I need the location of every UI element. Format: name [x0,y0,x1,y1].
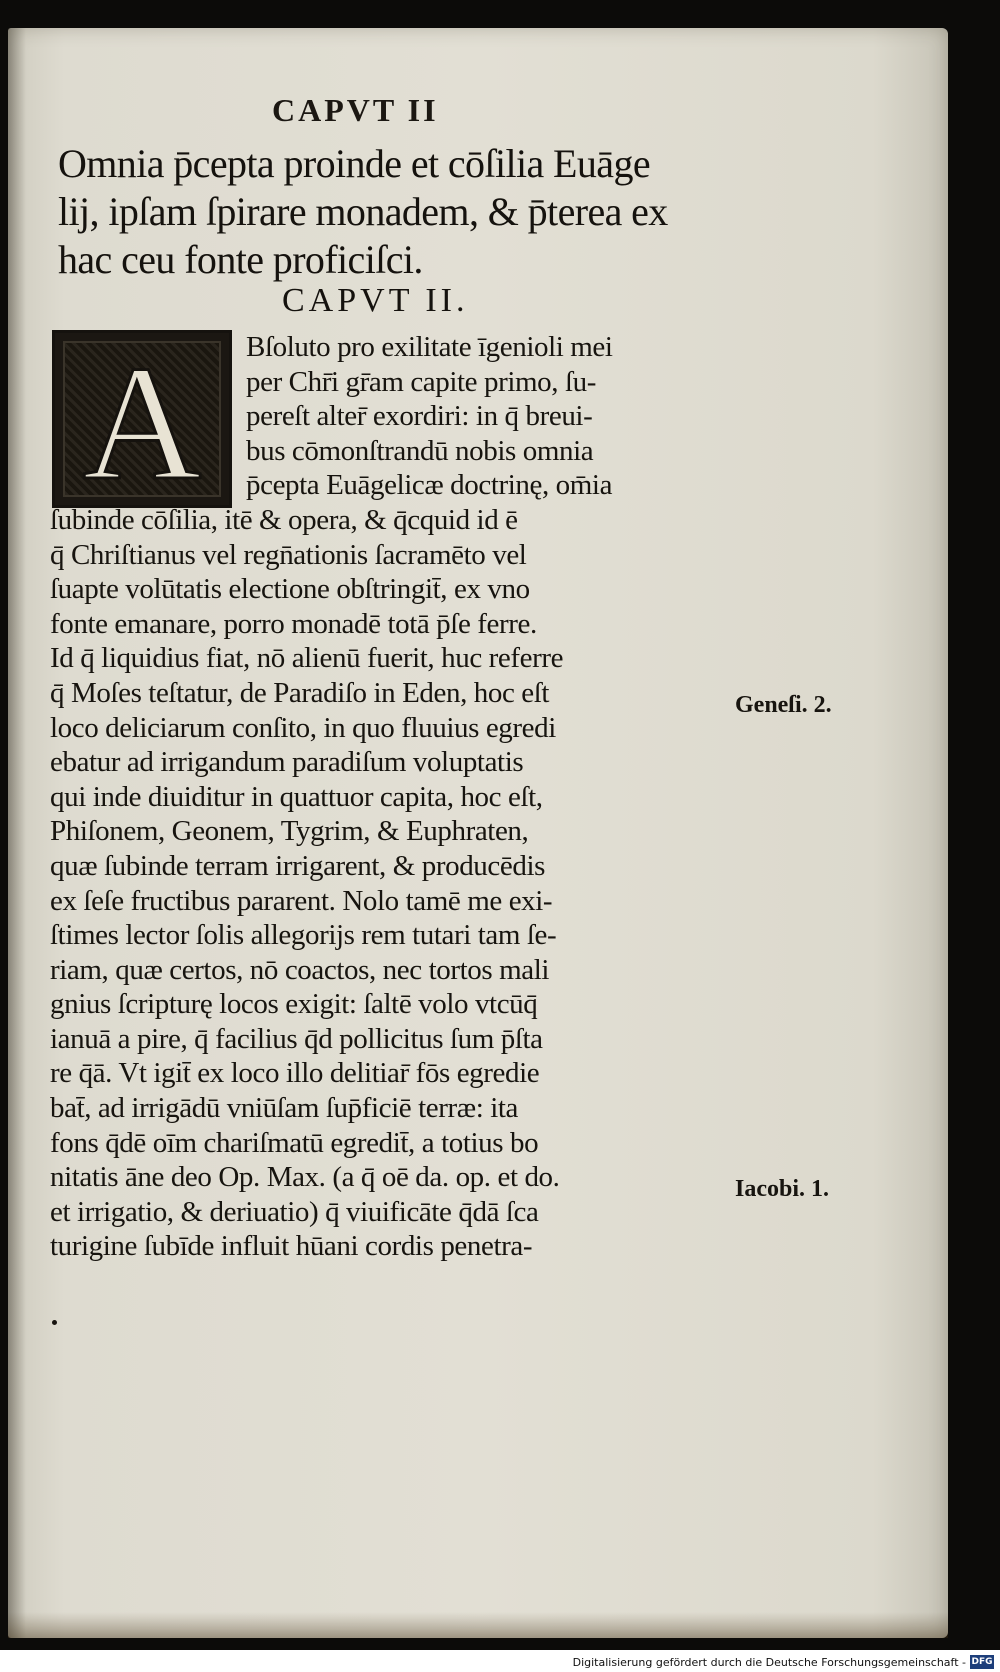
margin-note-jacob: Iacobi. 1. [735,1176,830,1202]
text-line: fons q̄dē oīm chariſmatū egredit̄, a totius bo [50,1126,539,1159]
body-text [50,330,730,1264]
text-line: Bſoluto pro exilitate īgenioli mei [246,331,613,363]
text-line: q̄ Moſes teſtatur, de Paradiſo in Eden, hoc eſt [50,676,550,709]
text-line: quæ ſubinde terram irrigarent, & producēdis [50,849,545,882]
heading-line: hac ceu fonte proficiſci. [58,237,423,282]
text-line: riam, quæ certos, nō coactos, nec tortos mali [50,953,550,986]
text-line: ex ſeſe fructibus pararent. Nolo tamē me exi- [50,884,553,917]
heading-line: lij, ipſam ſpirare monadem, & p̄terea ex [58,189,668,234]
chapter-heading [58,140,738,284]
text-line: ſuapte volūtatis electione obſtringit̄, ex vno [50,573,530,606]
heading-line: Omnia p̄cepta proinde et cōſilia Euāge [58,141,650,186]
page-bottom-edge [8,1612,948,1638]
dfg-logo: DFG [971,1657,993,1667]
text-line: Id q̄ liquidius fiat, nō alienū fuerit, huc referre [50,642,564,675]
margin-note-genesis: Geneſi. 2. [735,692,832,718]
text-line: bat̄, ad irrigādū vniūſam ſup̄ficiē terræ: ita [50,1092,518,1125]
text-line: nitatis āne deo Op. Max. (a q̄ oē da. op. et do. [50,1161,560,1194]
text-line: fonte emanare, porro monadē totā p̄ſe ferre. [50,607,537,640]
text-line: pereſt alter̄ exordiri: in q̄ breui- [246,400,593,433]
running-head: CAPVT II [272,92,439,128]
text-line: re q̄ā. Vt igit̄ ex loco illo delitiar̄ fōs egredie [50,1057,540,1090]
text-line: et irrigatio, & deriuatio) q̄ viuificāte q̄dā ſca [50,1195,539,1228]
text-line: ſtimes lector ſolis allegorijs rem tutari tam ſe- [50,919,557,952]
footer-bar [0,1650,1000,1672]
text-line: p̄cepta Euāgelicæ doctrinę, om̄ia [246,469,613,502]
text-line: ſubinde cōſilia, itē & opera, & q̄cquid id ē [50,503,518,536]
text-line: loco deliciarum conſito, in quo fluuius egredi [50,711,556,744]
initial-letter: A [82,333,202,505]
text-line: turigine ſubīde influit hūani cordis penetra- [50,1230,533,1263]
text-line: gnius ſcripturę locos exigit: ſaltē volo vtcūq̄ [50,988,538,1021]
gutter-shadow [8,28,26,1638]
footer-credit: Digitalisierung gefördert durch die Deutsche Forschungsgemeinschaft - [572,1656,966,1669]
text-line: bus cōmonſtrandū nobis omnia [246,434,594,467]
text-line: per Chr̄i gr̄am capite primo, ſu- [246,365,596,398]
catchword-mark [52,1320,57,1325]
chapter-title: CAPVT II. [282,282,469,319]
text-line: ebatur ad irrigandum paradiſum voluptatis [50,746,524,779]
text-line: Phiſonem, Geonem, Tygrim, & Euphraten, [50,815,529,848]
text-line: qui inde diuiditur in quattuor capita, hoc eſt, [50,780,543,813]
text-line: ianuā a pire, q̄ facilius q̄d pollicitus ſum p̄ſta [50,1022,543,1055]
text-line: q̄ Chriſtianus vel regn̄ationis ſacramēto vel [50,538,527,571]
